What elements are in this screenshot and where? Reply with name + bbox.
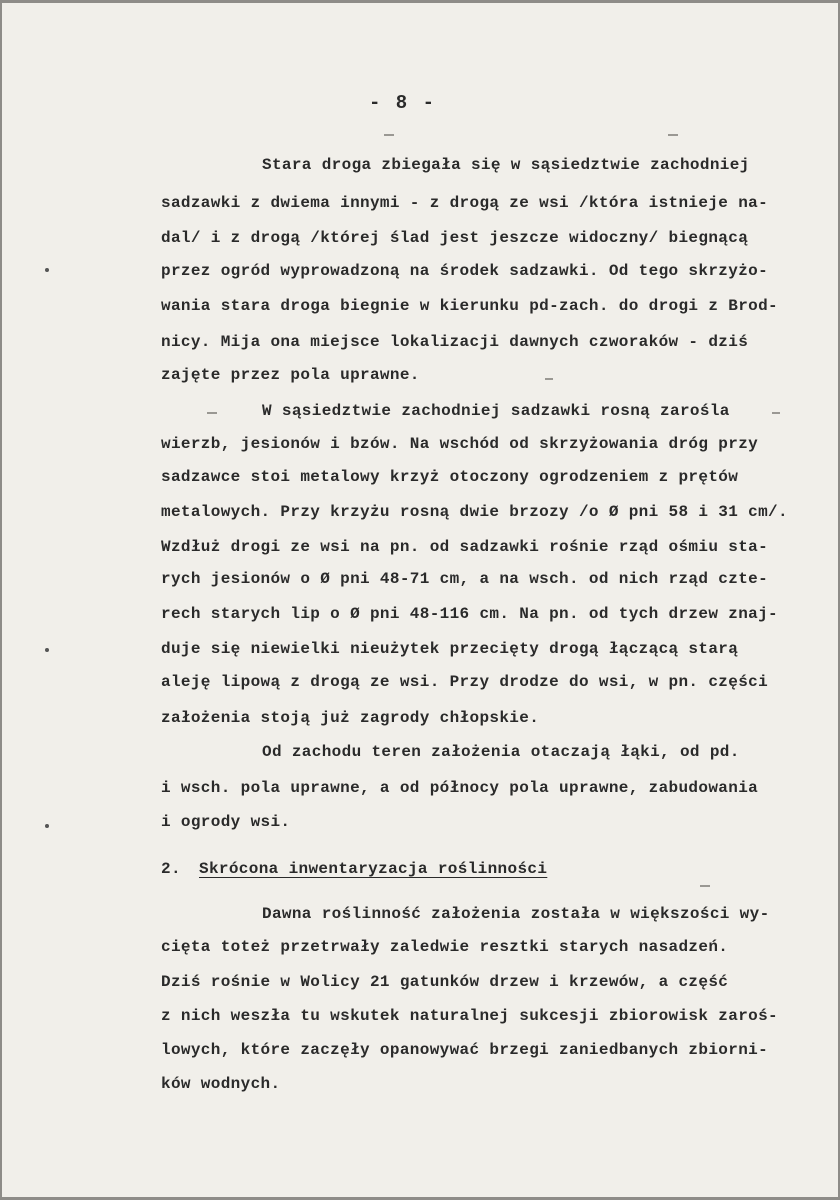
text-line: zajęte przez pola uprawne.	[161, 366, 420, 384]
text-line: aleję lipową z drogą ze wsi. Przy drodze do wsi, w pn. części	[161, 673, 769, 691]
text-line: cięta toteż przetrwały zaledwie resztki starych nasadzeń.	[161, 938, 729, 956]
text-line: Stara droga zbiegała się w sąsiedztwie zachodniej	[262, 156, 750, 174]
margin-dot	[45, 268, 49, 272]
text-line: Dawna roślinność założenia została w większości wy-	[262, 905, 770, 923]
text-line: Wzdłuż drogi ze wsi na pn. od sadzawki rośnie rząd ośmiu sta-	[161, 538, 769, 556]
text-line: sadzawce stoi metalowy krzyż otoczony ogrodzeniem z prętów	[161, 468, 739, 486]
text-line: i ogrody wsi.	[161, 813, 291, 831]
stray-mark	[545, 378, 553, 380]
text-line: metalowych. Przy krzyżu rosną dwie brzozy /o Ø pni 58 i 31 cm/.	[161, 503, 788, 521]
stray-mark	[384, 134, 394, 136]
margin-dot	[45, 824, 49, 828]
text-line: Od zachodu teren założenia otaczają łąki, od pd.	[262, 743, 740, 761]
text-line: założenia stoją już zagrody chłopskie.	[161, 709, 540, 727]
text-line: ków wodnych.	[161, 1075, 281, 1093]
section-title: Skrócona inwentaryzacja roślinności	[199, 860, 548, 878]
page-number: - 8 -	[369, 92, 437, 114]
text-line: dal/ i z drogą /której ślad jest jeszcze widoczny/ biegnącą	[161, 229, 749, 247]
scan-border-top	[0, 0, 840, 3]
text-line: wania stara droga biegnie w kierunku pd-zach. do drogi z Brod-	[161, 297, 778, 315]
stray-mark	[772, 412, 780, 414]
text-line: i wsch. pola uprawne, a od północy pola uprawne, zabudowania	[161, 779, 759, 797]
stray-mark	[668, 134, 678, 136]
stray-mark	[207, 412, 217, 414]
stray-mark	[700, 885, 710, 887]
text-line: lowych, które zaczęły opanowywać brzegi zaniedbanych zbiorni-	[161, 1041, 769, 1059]
text-line: W sąsiedztwie zachodniej sadzawki rosną zarośla	[262, 402, 730, 420]
text-line: duje się niewielki nieużytek przecięty drogą łączącą starą	[161, 640, 739, 658]
text-line: rych jesionów o Ø pni 48-71 cm, a na wsch. od nich rząd czte-	[161, 570, 769, 588]
scan-border-left	[0, 0, 2, 1200]
margin-dot	[45, 648, 49, 652]
text-line: przez ogród wyprowadzoną na środek sadzawki. Od tego skrzyżo-	[161, 262, 769, 280]
text-line: Dziś rośnie w Wolicy 21 gatunków drzew i krzewów, a część	[161, 973, 729, 991]
text-line: rech starych lip o Ø pni 48-116 cm. Na pn. od tych drzew znaj-	[161, 605, 778, 623]
section-number: 2.	[161, 860, 181, 878]
text-line: sadzawki z dwiema innymi - z drogą ze wsi /która istnieje na-	[161, 194, 769, 212]
text-line: nicy. Mija ona miejsce lokalizacji dawnych czworaków - dziś	[161, 333, 749, 351]
text-line: z nich weszła tu wskutek naturalnej sukcesji zbiorowisk zaroś-	[161, 1007, 778, 1025]
text-line: wierzb, jesionów i bzów. Na wschód od skrzyżowania dróg przy	[161, 435, 759, 453]
